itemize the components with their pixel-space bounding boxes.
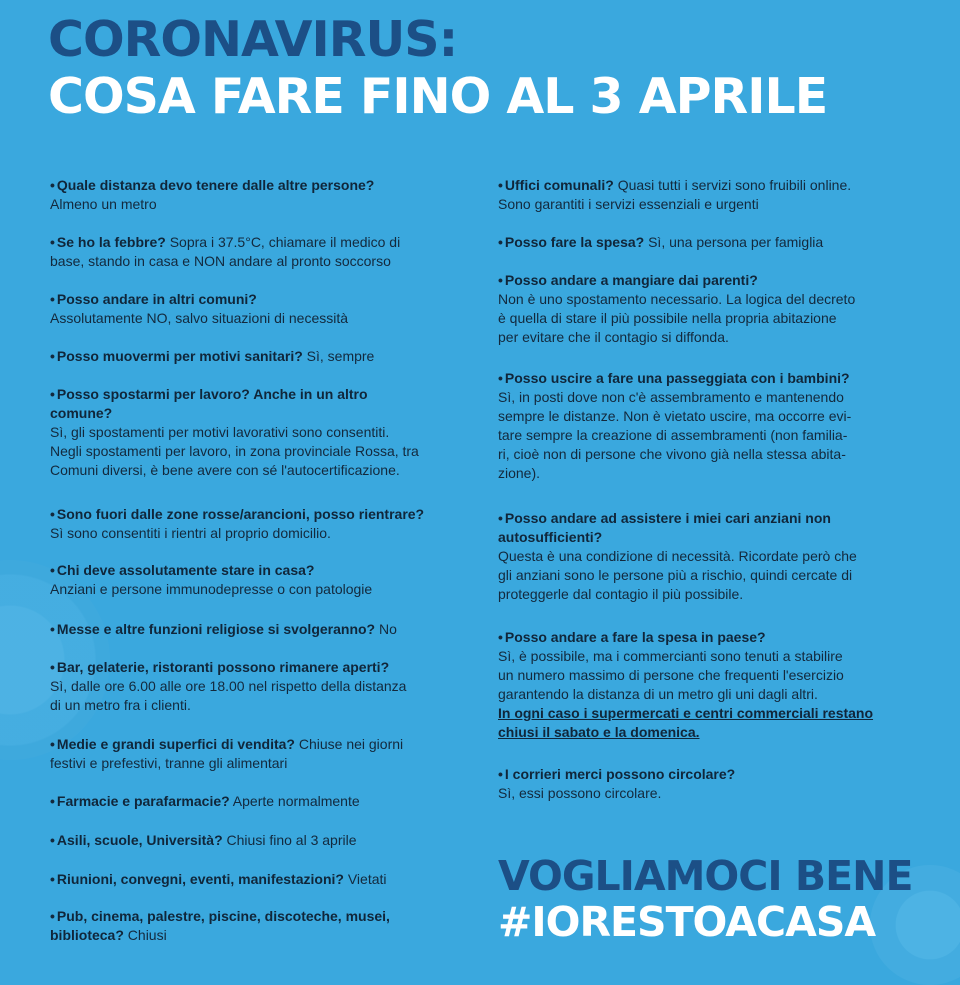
- answer-line: ri, cioè non di persone che vivono già nella stessa abita-: [498, 446, 846, 462]
- question: Pub, cinema, palestre, piscine, discoteche, musei,: [56, 908, 390, 924]
- question: Posso spostarmi per lavoro? Anche in un altro: [56, 386, 368, 402]
- question: Posso uscire a fare una passeggiata con i bambini?: [504, 370, 850, 386]
- faq-item-relatives: • Posso andare a mangiare dai parenti? Non è uno spostamento necessario. La logica del decreto è quella di stare il più possibile nella propria abitazione per evitare che il contagio si diffonda.: [498, 271, 918, 347]
- answer-line: zione).: [498, 465, 541, 481]
- question: Uffici comunali?: [504, 177, 614, 193]
- question: Farmacie e parafarmacie?: [56, 793, 230, 809]
- faq-item-fever: • Se ho la febbre? Sopra i 37.5°C, chiamare il medico di base, stando in casa e NON andare al pronto soccorso: [50, 233, 470, 271]
- faq-item-pubs-cinemas: • Pub, cinema, palestre, piscine, discoteche, musei, biblioteca? Chiusi: [50, 908, 390, 943]
- answer-line: un numero massimo di persone che frequenti l'esercizio: [498, 667, 844, 683]
- question: Posso andare in altri comuni?: [56, 291, 257, 307]
- answer-inline: Sopra i 37.5°C, chiamare il medico di: [165, 234, 401, 250]
- question-continued: comune?: [50, 405, 113, 421]
- faq-item-stay-home: • Chi deve assolutamente stare in casa? Anziani e persone immunodepresse o con patologie: [50, 561, 470, 599]
- faq-item-bars: • Bar, gelaterie, ristoranti possono rimanere aperti? Sì, dalle ore 6.00 alle ore 18.00 nel rispetto della distanza di un metro fra i clienti.: [50, 658, 470, 715]
- question: Quale distanza devo tenere dalle altre persone?: [56, 177, 375, 193]
- answer-line: proteggerle dal contagio il più possibile.: [498, 586, 744, 602]
- faq-item-other-towns: • Posso andare in altri comuni? Assolutamente NO, salvo situazioni di necessità: [50, 290, 470, 328]
- faq-item-local-shopping: • Posso andare a fare la spesa in paese? Sì, è possibile, ma i commercianti sono tenuti a stabilire un numero massimo di persone che frequenti l'esercizio garantendo la distanza di un metro gli uni dagli altri. In ogni caso i supermercati e centri commerciali restano chiusi il sabato e la domenica.: [498, 628, 918, 742]
- faq-item-large-stores: • Medie e grandi superfici di vendita? Chiuse nei giorni festivi e prefestivi, tranne gli alimentari: [50, 735, 470, 773]
- question: Posso andare a mangiare dai parenti?: [504, 272, 758, 288]
- faq-item-health-reasons: • Posso muovermi per motivi sanitari? Sì, sempre: [50, 348, 375, 364]
- underlined-note: chiusi il sabato e la domenica.: [498, 724, 700, 740]
- question: I corrieri merci possono circolare?: [504, 766, 736, 782]
- faq-item-work-travel: • Posso spostarmi per lavoro? Anche in un altro comune? Sì, gli spostamenti per motivi lavorativi sono consentiti. Negli spostamenti per lavoro, in zona provinciale Rossa, tra Comuni diversi, è bene avere con sé l'autocertificazione.: [50, 385, 470, 480]
- question: Posso fare la spesa?: [504, 234, 645, 250]
- question: Sono fuori dalle zone rosse/arancioni, posso rientrare?: [56, 506, 425, 522]
- answer-line: Anziani e persone immunodepresse o con patologie: [50, 581, 373, 597]
- footer-slogan: VOGLIAMOCI BENE: [498, 852, 913, 900]
- title-line-1: CORONAVIRUS:: [48, 11, 458, 68]
- question-continued: autosufficienti?: [498, 529, 603, 545]
- answer-line: tare sempre la creazione di assembramenti (non familia-: [498, 427, 848, 443]
- question: Se ho la febbre?: [56, 234, 166, 250]
- question: Posso andare a fare la spesa in paese?: [504, 629, 766, 645]
- underlined-note: In ogni caso i supermercati e centri commerciali restano: [498, 705, 874, 721]
- answer-line: sempre le distanze. Non è vietato uscire, ma occorre evi-: [498, 408, 852, 424]
- answer-line: Negli spostamenti per lavoro, in zona provinciale Rossa, tra: [50, 443, 419, 459]
- answer-line: di un metro fra i clienti.: [50, 697, 191, 713]
- answer-line: Sono garantiti i servizi essenziali e urgenti: [498, 196, 759, 212]
- question: Asili, scuole, Università?: [56, 832, 223, 848]
- answer-line: Sì, in posti dove non c'è assembramento e mantenendo: [498, 389, 844, 405]
- faq-item-schools: • Asili, scuole, Università? Chiusi fino al 3 aprile: [50, 832, 357, 848]
- answer-inline: Aperte normalmente: [229, 793, 360, 809]
- answer-line: Sì, è possibile, ma i commercianti sono tenuti a stabilire: [498, 648, 843, 664]
- faq-item-pharmacies: • Farmacie e parafarmacie? Aperte normalmente: [50, 793, 360, 809]
- faq-item-meetings: • Riunioni, convegni, eventi, manifestazioni? Vietati: [50, 871, 387, 887]
- faq-item-distance: • Quale distanza devo tenere dalle altre persone? Almeno un metro: [50, 176, 470, 214]
- footer-hashtag: #IORESTOACASA: [498, 898, 876, 946]
- answer-line: Sì, essi possono circolare.: [498, 785, 662, 801]
- answer-inline: Quasi tutti i servizi sono fruibili online.: [613, 177, 852, 193]
- answer-inline: No: [375, 621, 397, 637]
- answer-inline: Sì, sempre: [302, 348, 375, 364]
- title-line-2: COSA FARE FINO AL 3 APRILE: [48, 68, 828, 125]
- answer-line: Almeno un metro: [50, 196, 157, 212]
- answer-line: Comuni diversi, è bene avere con sé l'autocertificazione.: [50, 462, 400, 478]
- answer-line: garantendo la distanza di un metro gli uni dagli altri.: [498, 686, 818, 702]
- answer-inline: Chiusi: [123, 927, 167, 943]
- question: Riunioni, convegni, eventi, manifestazioni?: [56, 871, 344, 887]
- answer-inline: Chiuse nei giorni: [294, 736, 404, 752]
- answer-inline: Vietati: [343, 871, 387, 887]
- faq-item-grocery: • Posso fare la spesa? Sì, una persona per famiglia: [498, 234, 824, 250]
- question: Bar, gelaterie, ristoranti possono rimanere aperti?: [56, 659, 390, 675]
- answer-line: è quella di stare il più possibile nella propria abitazione: [498, 310, 837, 326]
- question: Messe e altre funzioni religiose si svolgeranno?: [56, 621, 376, 637]
- faq-item-couriers: • I corrieri merci possono circolare? Sì, essi possono circolare.: [498, 765, 918, 803]
- question: Posso andare ad assistere i miei cari anziani non: [504, 510, 831, 526]
- answer-line: base, stando in casa e NON andare al pronto soccorso: [50, 253, 391, 269]
- answer-line: Sì sono consentiti i rientri al proprio domicilio.: [50, 525, 331, 541]
- answer-line: Non è uno spostamento necessario. La logica del decreto: [498, 291, 856, 307]
- answer-line: Sì, gli spostamenti per motivi lavorativi sono consentiti.: [50, 424, 390, 440]
- question: Posso muovermi per motivi sanitari?: [56, 348, 303, 364]
- answer-line: festivi e prefestivi, tranne gli alimentari: [50, 755, 288, 771]
- answer-line: Sì, dalle ore 6.00 alle ore 18.00 nel rispetto della distanza: [50, 678, 407, 694]
- question: Medie e grandi superfici di vendita?: [56, 736, 295, 752]
- answer-line: Assolutamente NO, salvo situazioni di necessità: [50, 310, 349, 326]
- faq-item-elderly: • Posso andare ad assistere i miei cari anziani non autosufficienti? Questa è una condizione di necessità. Ricordate però che gli anziani sono le persone più a rischio, quindi cercate di proteggerle dal contagio il più possibile.: [498, 509, 918, 604]
- faq-item-religious: • Messe e altre funzioni religiose si svolgeranno? No: [50, 621, 397, 637]
- answer-inline: Chiusi fino al 3 aprile: [222, 832, 357, 848]
- answer-line: Questa è una condizione di necessità. Ricordate però che: [498, 548, 857, 564]
- faq-item-return-home: • Sono fuori dalle zone rosse/arancioni, posso rientrare? Sì sono consentiti i rientri al proprio domicilio.: [50, 505, 470, 543]
- question-continued: biblioteca?: [50, 927, 124, 943]
- faq-item-walk-children: • Posso uscire a fare una passeggiata con i bambini? Sì, in posti dove non c'è assembramento e mantenendo sempre le distanze. Non è vietato uscire, ma occorre evi- tare sempre la creazione di assembramenti (non familia- ri, cioè non di persone che vivono già nella stessa abita- zione).: [498, 369, 918, 483]
- faq-item-town-offices: • Uffici comunali? Quasi tutti i servizi sono fruibili online. Sono garantiti i servizi essenziali e urgenti: [498, 176, 918, 214]
- answer-line: per evitare che il contagio si diffonda.: [498, 329, 729, 345]
- question: Chi deve assolutamente stare in casa?: [56, 562, 315, 578]
- answer-inline: Sì, una persona per famiglia: [644, 234, 824, 250]
- answer-line: gli anziani sono le persone più a rischio, quindi cercate di: [498, 567, 853, 583]
